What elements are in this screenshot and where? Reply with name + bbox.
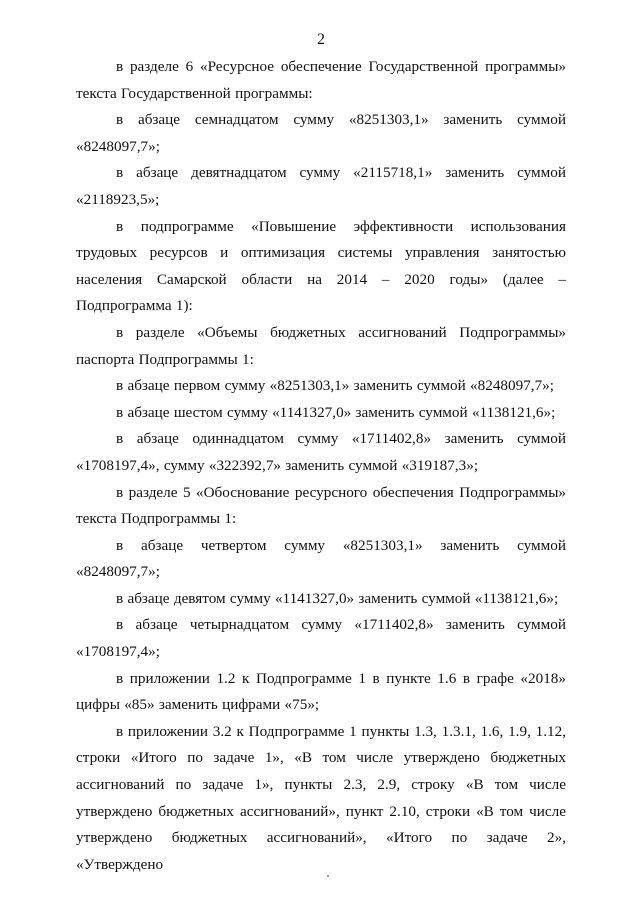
paragraph: в абзаце девятом сумму «1141327,0» заменить суммой «1138121,6»; — [116, 589, 559, 607]
paragraph: в разделе 5 «Обоснование ресурсного обеспечения Подпрограммы» текста Подпрограммы 1: — [76, 483, 566, 528]
paragraph: в абзаце шестом сумму «1141327,0» заменить суммой «1138121,6»; — [116, 403, 556, 421]
paragraph: в абзаце девятнадцатом сумму «2115718,1» заменить суммой «2118923,5»; — [76, 164, 566, 208]
paragraph: в приложении 3.2 к Подпрограмме 1 пункты 1.3, 1.3.1, 1.6, 1.9, 1.12, строки «Итого по задаче 1», «В том числе утверждено бюджетных ассигнований по задаче 1», пункты 2.3, 2.9, строку «В том числе утверждено бюджетных ассигнований», пункт 2.10, строки «В том числе утверждено бюджетных ассигнований», «Итого по задаче 2», «Утверждено — [76, 722, 566, 873]
page-number: 2 — [317, 31, 325, 48]
scan-speck — [327, 875, 329, 877]
paragraph: в абзаце четырнадцатом сумму «1711402,8» заменить суммой «1708197,4»; — [76, 616, 566, 661]
paragraph: в приложении 1.2 к Подпрограмме 1 в пункте 1.6 в графе «2018» цифры «85» заменить цифрами «75»; — [76, 669, 566, 714]
paragraph: в абзаце первом сумму «8251303,1» заменить суммой «8248097,7»; — [116, 377, 554, 395]
paragraph: в абзаце одиннадцатом сумму «1711402,8» заменить суммой «1708197,4», сумму «322392,7» заменить суммой «319187,3»; — [76, 430, 566, 474]
paragraph: в подпрограмме «Повышение эффективности использования трудовых ресурсов и оптимизация системы управления занятостью населения Самарской области на 2014 – 2020 годы» (далее – Подпрограмма 1): — [76, 217, 566, 315]
paragraph: в абзаце четвертом сумму «8251303,1» заменить суммой «8248097,7»; — [76, 536, 566, 581]
paragraph: в разделе «Объемы бюджетных ассигнований Подпрограммы» паспорта Подпрограммы 1: — [76, 323, 566, 368]
paragraph: в разделе 6 «Ресурсное обеспечение Государственной программы» текста Государственной программы: — [76, 58, 566, 102]
document-body — [76, 54, 566, 878]
paragraph: в абзаце семнадцатом сумму «8251303,1» заменить суммой «8248097,7»; — [76, 111, 566, 155]
